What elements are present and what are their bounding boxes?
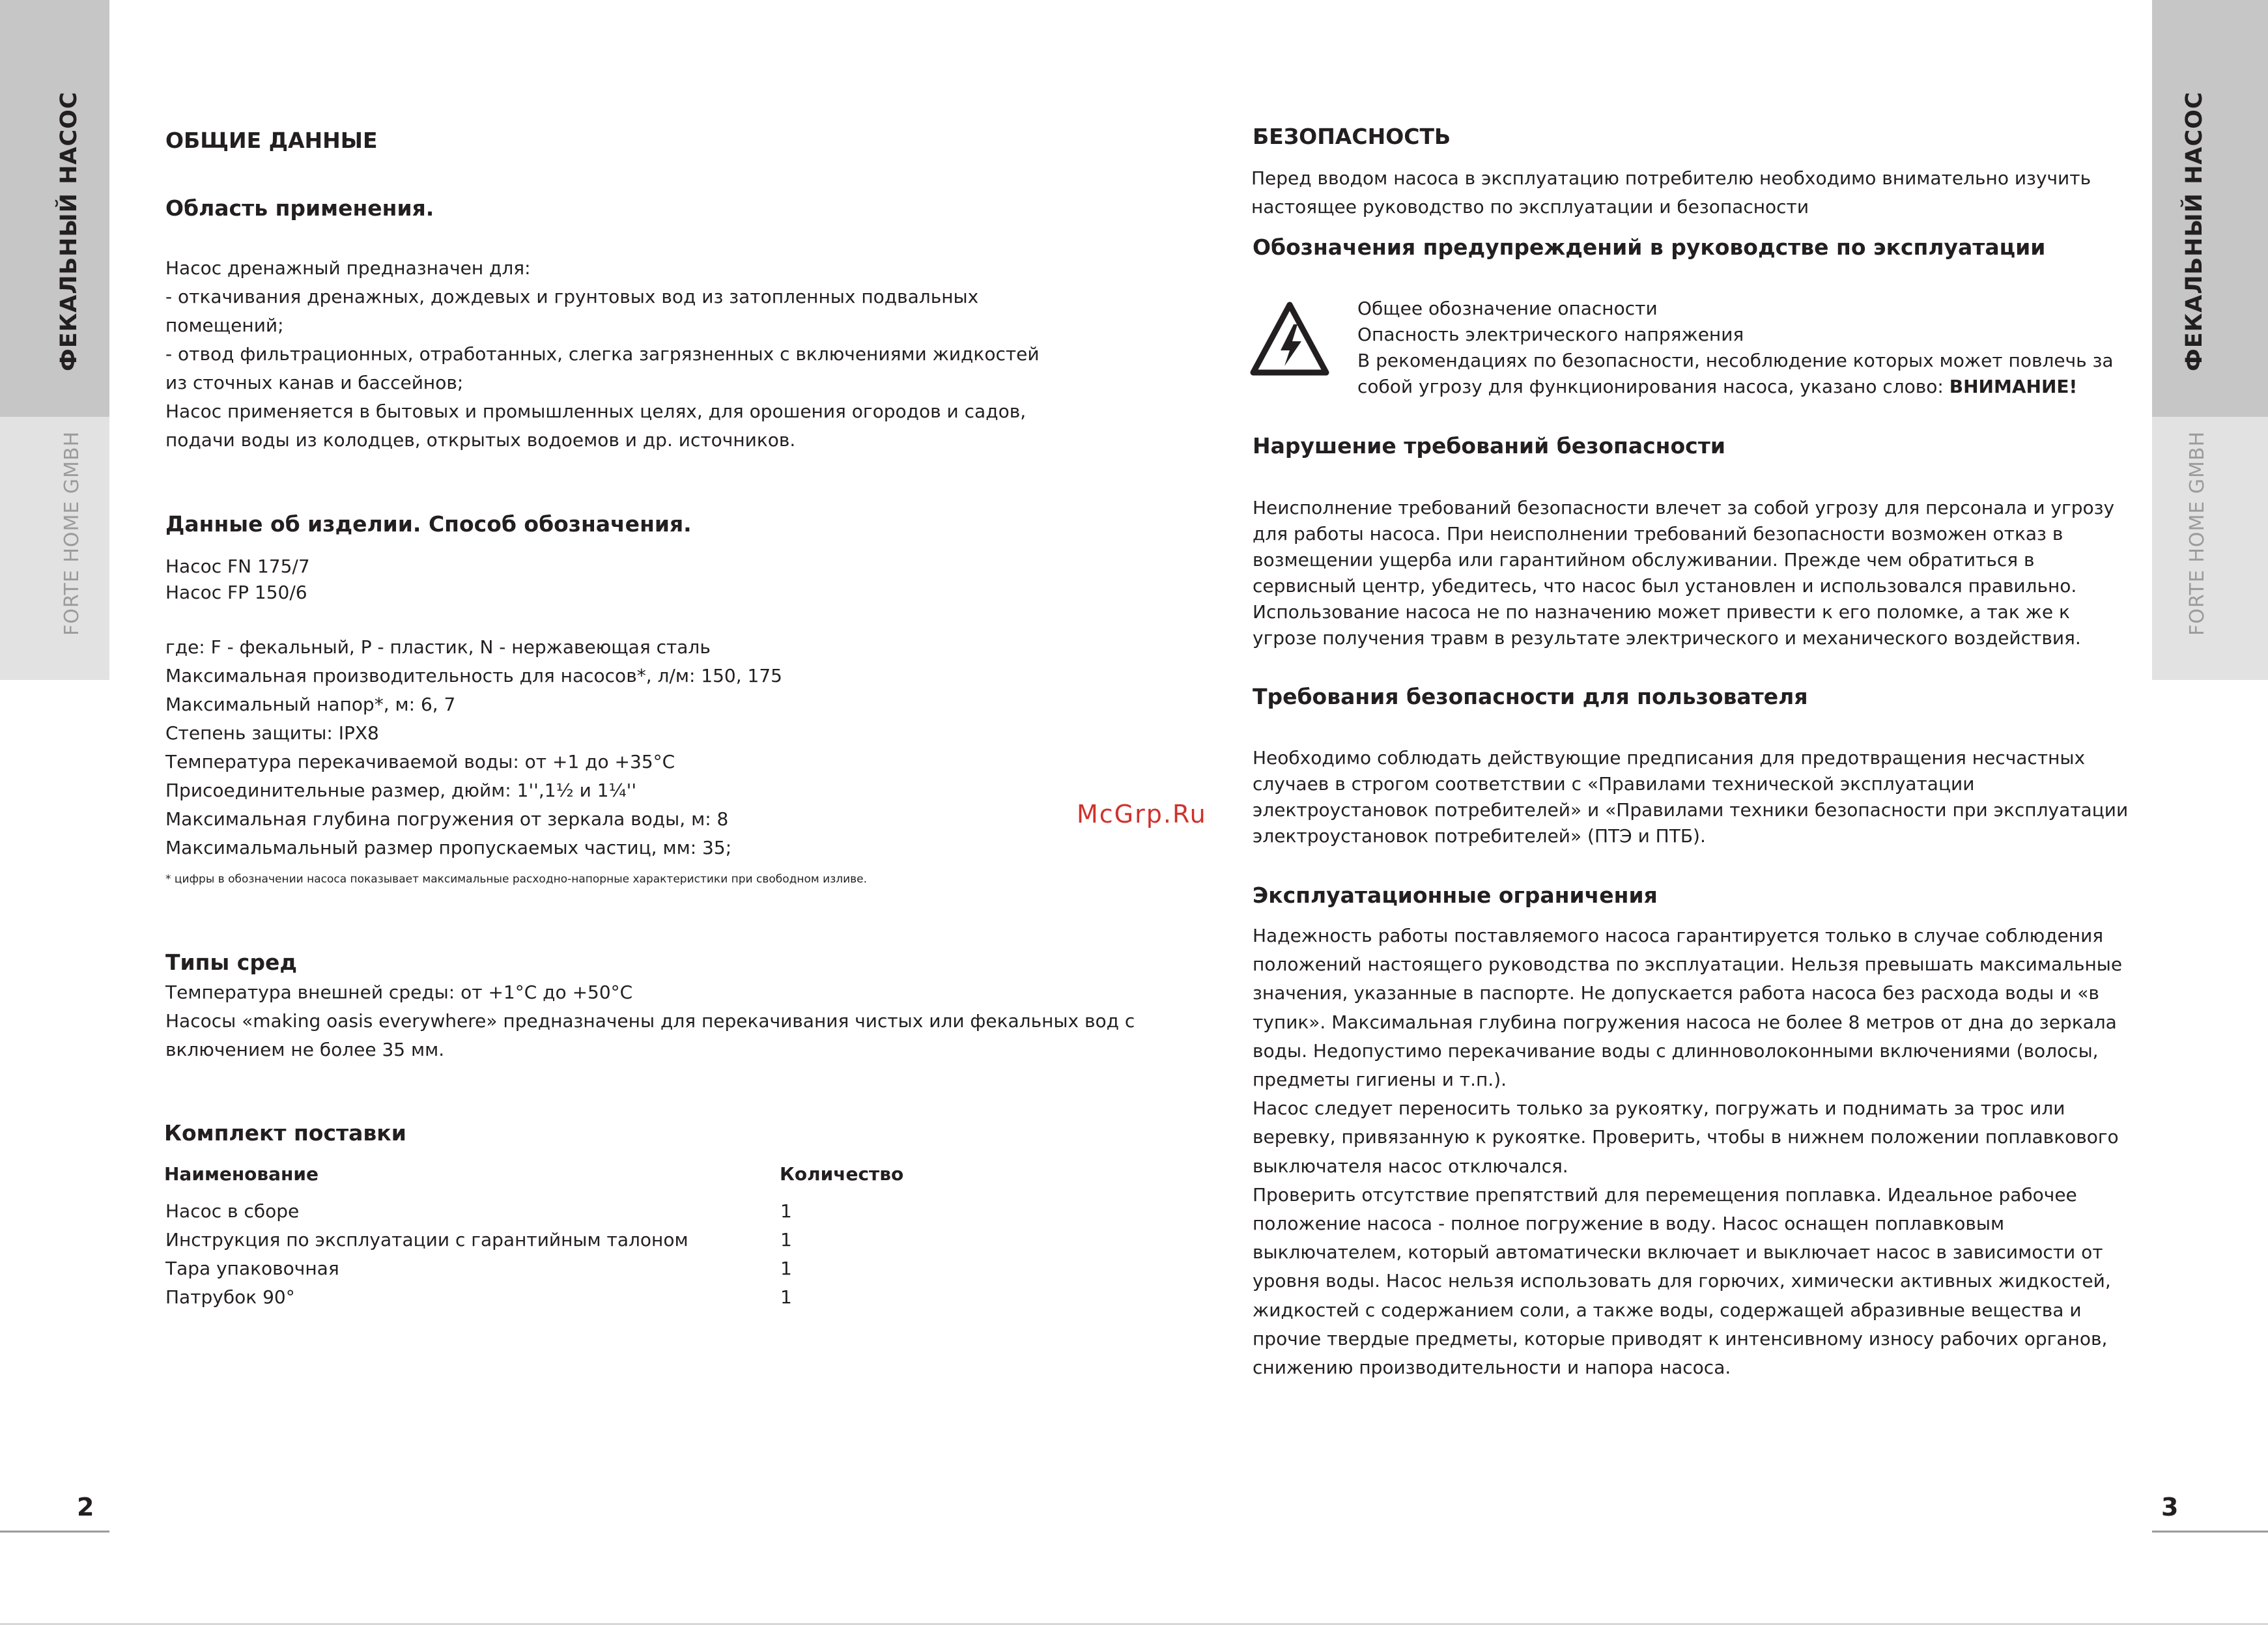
spec-line: Максимальная глубина погружения от зеркала воды, м: 8	[165, 808, 729, 830]
scope-text	[165, 254, 1040, 455]
operating-limits-line: прочие твердые предметы, которые приводят к интенсивному износу рабочих органов,	[1253, 1327, 2108, 1349]
user-requirements-line: электроустановок потребителей» (ПТЭ и ПТБ).	[1253, 825, 1706, 847]
violation-line: сервисный центр, убедитесь, что насос был установлен и использовался правильно.	[1253, 575, 2077, 597]
warning-keyword: ВНИМАНИЕ!	[1949, 376, 2078, 397]
safety-title: БЕЗОПАСНОСТЬ	[1253, 124, 1451, 149]
violation-line: возмещении ущерба или гарантийном обслуживании. Прежде чем обратиться в	[1253, 549, 2035, 571]
operating-limits-line: жидкостей с содержанием соли, а также воды, содержащей абразивные вещества и	[1253, 1299, 2082, 1321]
scope-line: помещений;	[165, 315, 284, 336]
safety-intro-line: настоящее руководство по эксплуатации и безопасности	[1251, 196, 1809, 218]
operating-limits-text	[1253, 922, 2122, 1382]
warnings-line: В рекомендациях по безопасности, несоблюдение которых может повлечь за	[1357, 350, 2114, 371]
operating-limits-line: выключателем, который автоматически включает и выключает насос в зависимости от	[1253, 1241, 2103, 1264]
warnings-line: Общее обозначение опасности	[1357, 298, 1658, 319]
spec-list	[165, 633, 782, 862]
kit-row-qty: 1	[780, 1258, 792, 1279]
safety-intro	[1251, 164, 2091, 221]
right-side-tab-title-block	[2152, 0, 2268, 417]
violation-line: Неисполнение требований безопасности влечет за собой угрозу для персонала и угрозу	[1253, 497, 2115, 518]
user-requirements-line: случаев в строгом соответствии с «Правилами технической эксплуатации	[1253, 773, 1975, 795]
kit-header-qty: Количество	[780, 1163, 904, 1185]
operating-limits-line: Проверить отсутствие препятствий для перемещения поплавка. Идеальное рабочее	[1253, 1183, 2077, 1206]
operating-limits-line: значения, указанные в паспорте. Не допускается работа насоса без расхода воды и «в	[1253, 982, 2099, 1004]
delivery-kit-title: Комплект поставки	[164, 1120, 406, 1146]
model-item: Насос FN 175/7	[165, 556, 310, 577]
violation-line: угрозе получения травм в результате электрического и механического воздействия.	[1253, 627, 2081, 649]
kit-row-qty: 1	[780, 1229, 792, 1251]
electric-hazard-icon	[1249, 301, 1330, 378]
violation-line: для работы насоса. При неисполнении требований безопасности возможен отказ в	[1253, 523, 2063, 544]
left-side-title: ФЕКАЛЬНЫЙ НАСОС	[56, 91, 82, 371]
media-line: Температура внешней среды: от +1°С до +50°С	[165, 982, 633, 1003]
operating-limits-line: Насос следует переносить только за рукоятку, погружать и поднимать за трос или	[1253, 1097, 2065, 1120]
operating-limits-title: Эксплуатационные ограничения	[1253, 883, 1658, 908]
kit-row-qty: 1	[780, 1286, 792, 1308]
media-types-title: Типы сред	[165, 950, 297, 975]
warnings-line: Опасность электрического напряжения	[1357, 324, 1744, 345]
scope-line: - откачивания дренажных, дождевых и грунтовых вод из затопленных подвальных	[165, 286, 979, 307]
safety-intro-line: Перед вводом насоса в эксплуатацию потребителю необходимо внимательно изучить	[1251, 167, 2091, 189]
media-line: Насосы «making oasis everywhere» предназначены для перекачивания чистых или фекальных вод с	[165, 1010, 1135, 1032]
violation-text	[1253, 495, 2114, 651]
page-number-right: 3	[2161, 1493, 2179, 1521]
operating-limits-line: Надежность работы поставляемого насоса гарантируется только в случае соблюдения	[1253, 925, 2104, 946]
operating-limits-line: положений настоящего руководства по эксплуатации. Нельзя превышать максимальные	[1253, 954, 2123, 976]
scope-line: Насос применяется в бытовых и промышленных целях, для орошения огородов и садов,	[165, 401, 1027, 422]
product-data-title: Данные об изделии. Способ обозначения.	[165, 511, 692, 537]
operating-limits-line: выключателя насос отключался.	[1253, 1155, 1568, 1177]
user-requirements-line: Необходимо соблюдать действующие предписания для предотвращения несчастных	[1253, 747, 2086, 769]
right-side-brand: FORTE HOME GMBH	[2186, 431, 2209, 636]
scope-line: Насос дренажный предназначен для:	[165, 257, 531, 279]
kit-row-name: Насос в сборе	[165, 1200, 300, 1222]
scope-line: - отвод фильтрационных, отработанных, слегка загрязненных с включениями жидкостей	[165, 343, 1040, 365]
model-item: Насос FP 150/6	[165, 582, 307, 603]
warnings-last-prefix: собой угрозу для функционирования насоса, указано слово:	[1357, 376, 1949, 397]
spec-line: Температура перекачиваемой воды: от +1 до +35°С	[165, 751, 675, 772]
operating-limits-line: веревку, привязанную к рукоятке. Проверить, чтобы в нижнем положении поплавкового	[1253, 1126, 2119, 1148]
warnings-line-last	[1357, 374, 2114, 400]
scope-line: из сточных канав и бассейнов;	[165, 372, 464, 393]
violation-title: Нарушение требований безопасности	[1253, 433, 1725, 459]
page-number-left-line	[0, 1531, 109, 1533]
user-requirements-text	[1253, 745, 2128, 849]
page-number-left: 2	[77, 1493, 94, 1521]
model-list	[165, 554, 310, 606]
kit-row-name: Тара упаковочная	[165, 1258, 339, 1279]
scope-title: Область применения.	[165, 195, 434, 221]
left-side-tab-brand-block	[0, 417, 109, 680]
warnings-text	[1357, 296, 2114, 400]
right-side-tab-brand-block	[2152, 417, 2268, 680]
spec-line: Степень защиты: IPX8	[165, 722, 379, 744]
spec-line: Максимальный напор*, м: 6, 7	[165, 694, 456, 715]
spec-line: Максимальная производительность для насосов*, л/м: 150, 175	[165, 665, 782, 686]
operating-limits-line: уровня воды. Насос нельзя использовать для горючих, химически активных жидкостей,	[1253, 1270, 2111, 1292]
operating-limits-line: положение насоса - полное погружение в воду. Насос оснащен поплавковым	[1253, 1213, 2005, 1235]
kit-row-name: Патрубок 90°	[165, 1286, 295, 1308]
left-side-brand: FORTE HOME GMBH	[61, 431, 83, 636]
violation-line: Использование насоса не по назначению может привести к его поломке, а так же к	[1253, 601, 2070, 623]
kit-row-qty: 1	[780, 1200, 792, 1222]
scope-line: подачи воды из колодцев, открытых водоемов и др. источников.	[165, 429, 796, 451]
user-requirements-line: электроустановок потребителей» и «Правилами техники безопасности при эксплуатации	[1253, 799, 2129, 821]
general-data-title: ОБЩИЕ ДАННЫЕ	[165, 128, 378, 153]
media-line: включением не более 35 мм.	[165, 1039, 445, 1060]
watermark: McGrp.Ru	[1077, 800, 1207, 828]
user-requirements-title: Требования безопасности для пользователя	[1253, 684, 1808, 709]
spec-line: Присоединительные размер, дюйм: 1'',1½ и 1¼''	[165, 780, 637, 801]
spec-line: где: F - фекальный, P - пластик, N - нержавеющая сталь	[165, 636, 711, 658]
left-side-tab-title-block	[0, 0, 109, 417]
media-text	[165, 978, 1135, 1064]
kit-header-name: Наименование	[164, 1163, 319, 1185]
spec-line: Максимальмальный размер пропускаемых частиц, мм: 35;	[165, 837, 732, 858]
operating-limits-line: снижению производительности и напора насоса.	[1253, 1357, 1731, 1379]
kit-row-name: Инструкция по эксплуатации с гарантийным талоном	[165, 1229, 688, 1251]
spec-footnote: * цифры в обозначении насоса показывает максимальные расходно-напорные характеристики при свободном изливе.	[165, 873, 868, 886]
right-side-title: ФЕКАЛЬНЫЙ НАСОС	[2181, 91, 2207, 371]
operating-limits-line: воды. Недопустимо перекачивание воды с длинноволоконными включениями (волосы,	[1253, 1039, 2099, 1062]
page-number-right-line	[2152, 1531, 2268, 1533]
operating-limits-line: тупик». Максимальная глубина погружения насоса не более 8 метров от дна до зеркала	[1253, 1011, 2117, 1033]
warnings-title: Обозначения предупреждений в руководстве по эксплуатации	[1253, 234, 2046, 260]
operating-limits-line: предметы гигиены и т.п.).	[1253, 1069, 1507, 1091]
